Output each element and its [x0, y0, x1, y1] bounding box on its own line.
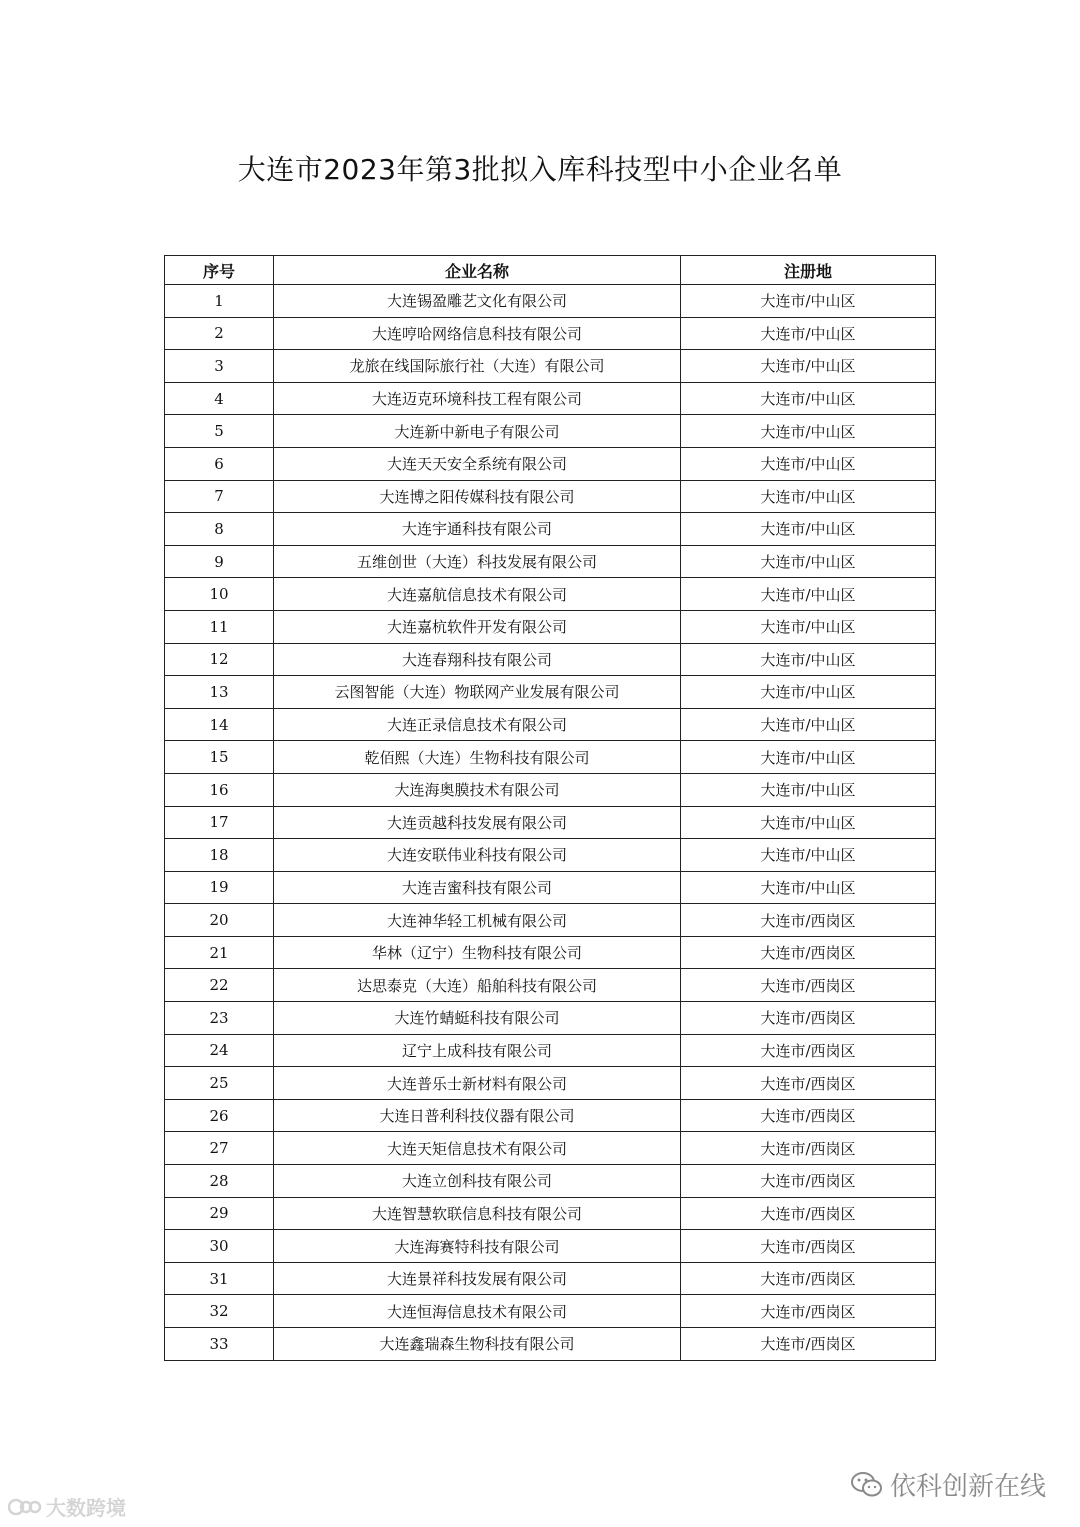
registration-cell: 大连市/西岗区 — [681, 1328, 936, 1361]
serial-cell: 29 — [165, 1197, 274, 1230]
table-row — [165, 1002, 936, 1035]
registration-cell: 大连市/西岗区 — [681, 1099, 936, 1132]
company-name-cell: 辽宁上成科技有限公司 — [274, 1034, 681, 1067]
company-name-cell: 大连海奥膜技术有限公司 — [274, 773, 681, 806]
company-name-cell: 五维创世（大连）科技发展有限公司 — [274, 545, 681, 578]
company-name-cell: 大连贡越科技发展有限公司 — [274, 806, 681, 839]
table-row — [165, 1262, 936, 1295]
company-name-cell: 大连锡盈雕艺文化有限公司 — [274, 285, 681, 318]
table-row — [165, 1328, 936, 1361]
serial-cell: 20 — [165, 904, 274, 937]
registration-cell: 大连市/西岗区 — [681, 1132, 936, 1165]
registration-cell: 大连市/西岗区 — [681, 1197, 936, 1230]
registration-cell: 大连市/中山区 — [681, 285, 936, 318]
registration-cell: 大连市/西岗区 — [681, 1034, 936, 1067]
table-row — [165, 578, 936, 611]
header-company-name: 企业名称 — [274, 256, 681, 285]
table-row — [165, 936, 936, 969]
company-name-cell: 大连天天安全系统有限公司 — [274, 447, 681, 480]
serial-cell: 22 — [165, 969, 274, 1002]
company-name-cell: 大连海赛特科技有限公司 — [274, 1230, 681, 1263]
table-row — [165, 285, 936, 318]
serial-cell: 11 — [165, 610, 274, 643]
table-row — [165, 545, 936, 578]
table-row — [165, 969, 936, 1002]
registration-cell: 大连市/中山区 — [681, 708, 936, 741]
registration-cell: 大连市/中山区 — [681, 545, 936, 578]
table-row — [165, 806, 936, 839]
registration-cell: 大连市/中山区 — [681, 382, 936, 415]
company-name-cell: 大连嘉杭软件开发有限公司 — [274, 610, 681, 643]
watermark-left-text: 大数跨境 — [46, 1496, 126, 1520]
registration-cell: 大连市/西岗区 — [681, 1067, 936, 1100]
watermark-left — [8, 1492, 126, 1521]
table-row — [165, 741, 936, 774]
table-row — [165, 513, 936, 546]
serial-cell: 18 — [165, 839, 274, 872]
serial-cell: 6 — [165, 447, 274, 480]
company-name-cell: 大连正录信息技术有限公司 — [274, 708, 681, 741]
table-row — [165, 350, 936, 383]
company-name-cell: 大连安联伟业科技有限公司 — [274, 839, 681, 872]
registration-cell: 大连市/中山区 — [681, 415, 936, 448]
table-row — [165, 610, 936, 643]
company-name-cell: 大连博之阳传媒科技有限公司 — [274, 480, 681, 513]
registration-cell: 大连市/中山区 — [681, 773, 936, 806]
table-row — [165, 839, 936, 872]
serial-cell: 32 — [165, 1295, 274, 1328]
serial-cell: 12 — [165, 643, 274, 676]
serial-cell: 23 — [165, 1002, 274, 1035]
table-body — [165, 285, 936, 1361]
serial-cell: 7 — [165, 480, 274, 513]
registration-cell: 大连市/中山区 — [681, 871, 936, 904]
table-row — [165, 708, 936, 741]
registration-cell: 大连市/西岗区 — [681, 1262, 936, 1295]
table-row — [165, 1067, 936, 1100]
registration-cell: 大连市/中山区 — [681, 610, 936, 643]
table-row — [165, 480, 936, 513]
table-row — [165, 382, 936, 415]
enterprise-table — [164, 255, 936, 1361]
serial-cell: 14 — [165, 708, 274, 741]
table-row — [165, 317, 936, 350]
table-row — [165, 415, 936, 448]
table-row — [165, 643, 936, 676]
table-header-row — [165, 256, 936, 285]
serial-cell: 26 — [165, 1099, 274, 1132]
registration-cell: 大连市/中山区 — [681, 513, 936, 546]
registration-cell: 大连市/中山区 — [681, 480, 936, 513]
serial-cell: 17 — [165, 806, 274, 839]
registration-cell: 大连市/中山区 — [681, 578, 936, 611]
company-name-cell: 达思泰克（大连）船舶科技有限公司 — [274, 969, 681, 1002]
table-row — [165, 1034, 936, 1067]
company-name-cell: 华林（辽宁）生物科技有限公司 — [274, 936, 681, 969]
serial-cell: 21 — [165, 936, 274, 969]
registration-cell: 大连市/中山区 — [681, 839, 936, 872]
serial-cell: 25 — [165, 1067, 274, 1100]
registration-cell: 大连市/中山区 — [681, 741, 936, 774]
serial-cell: 9 — [165, 545, 274, 578]
company-name-cell: 大连鑫瑞森生物科技有限公司 — [274, 1328, 681, 1361]
registration-cell: 大连市/西岗区 — [681, 1165, 936, 1198]
page-title: 大连市2023年第3批拟入库科技型中小企业名单 — [237, 153, 843, 186]
company-name-cell: 大连新中新电子有限公司 — [274, 415, 681, 448]
header-serial: 序号 — [165, 256, 274, 285]
company-name-cell: 大连普乐士新材料有限公司 — [274, 1067, 681, 1100]
company-name-cell: 大连宇通科技有限公司 — [274, 513, 681, 546]
registration-cell: 大连市/中山区 — [681, 447, 936, 480]
company-name-cell: 大连日普利科技仪器有限公司 — [274, 1099, 681, 1132]
company-name-cell: 大连立创科技有限公司 — [274, 1165, 681, 1198]
serial-cell: 5 — [165, 415, 274, 448]
company-name-cell: 大连嘉航信息技术有限公司 — [274, 578, 681, 611]
company-name-cell: 大连智慧软联信息科技有限公司 — [274, 1197, 681, 1230]
serial-cell: 27 — [165, 1132, 274, 1165]
serial-cell: 13 — [165, 676, 274, 709]
registration-cell: 大连市/中山区 — [681, 317, 936, 350]
serial-cell: 4 — [165, 382, 274, 415]
company-name-cell: 龙旅在线国际旅行社（大连）有限公司 — [274, 350, 681, 383]
registration-cell: 大连市/西岗区 — [681, 1295, 936, 1328]
table-row — [165, 1295, 936, 1328]
table-row — [165, 871, 936, 904]
registration-cell: 大连市/中山区 — [681, 643, 936, 676]
table-row — [165, 676, 936, 709]
registration-cell: 大连市/中山区 — [681, 806, 936, 839]
watermark-right — [850, 1466, 1046, 1503]
serial-cell: 31 — [165, 1262, 274, 1295]
company-name-cell: 乾佰熙（大连）生物科技有限公司 — [274, 741, 681, 774]
header-registration: 注册地 — [681, 256, 936, 285]
serial-cell: 33 — [165, 1328, 274, 1361]
company-name-cell: 大连景祥科技发展有限公司 — [274, 1262, 681, 1295]
company-name-cell: 大连迈克环境科技工程有限公司 — [274, 382, 681, 415]
serial-cell: 10 — [165, 578, 274, 611]
company-name-cell: 大连恒海信息技术有限公司 — [274, 1295, 681, 1328]
registration-cell: 大连市/中山区 — [681, 350, 936, 383]
table-row — [165, 773, 936, 806]
table-row — [165, 1230, 936, 1263]
registration-cell: 大连市/西岗区 — [681, 936, 936, 969]
table-row — [165, 1132, 936, 1165]
table-row — [165, 1197, 936, 1230]
registration-cell: 大连市/中山区 — [681, 676, 936, 709]
registration-cell: 大连市/西岗区 — [681, 1002, 936, 1035]
table-row — [165, 904, 936, 937]
serial-cell: 15 — [165, 741, 274, 774]
company-name-cell: 大连竹蜻蜓科技有限公司 — [274, 1002, 681, 1035]
serial-cell: 1 — [165, 285, 274, 318]
brand-logo-icon — [8, 1496, 42, 1518]
serial-cell: 24 — [165, 1034, 274, 1067]
company-name-cell: 大连天矩信息技术有限公司 — [274, 1132, 681, 1165]
serial-cell: 30 — [165, 1230, 274, 1263]
table-row — [165, 447, 936, 480]
company-name-cell: 大连神华轻工机械有限公司 — [274, 904, 681, 937]
table-row — [165, 1165, 936, 1198]
company-name-cell: 大连吉蜜科技有限公司 — [274, 871, 681, 904]
table-row — [165, 1099, 936, 1132]
serial-cell: 28 — [165, 1165, 274, 1198]
company-name-cell: 大连哼哈网络信息科技有限公司 — [274, 317, 681, 350]
company-name-cell: 大连春翔科技有限公司 — [274, 643, 681, 676]
wechat-icon — [850, 1471, 884, 1499]
serial-cell: 8 — [165, 513, 274, 546]
watermark-right-text: 依科创新在线 — [889, 1472, 1046, 1502]
serial-cell: 2 — [165, 317, 274, 350]
serial-cell: 3 — [165, 350, 274, 383]
registration-cell: 大连市/西岗区 — [681, 904, 936, 937]
registration-cell: 大连市/西岗区 — [681, 1230, 936, 1263]
serial-cell: 19 — [165, 871, 274, 904]
company-name-cell: 云图智能（大连）物联网产业发展有限公司 — [274, 676, 681, 709]
registration-cell: 大连市/西岗区 — [681, 969, 936, 1002]
serial-cell: 16 — [165, 773, 274, 806]
